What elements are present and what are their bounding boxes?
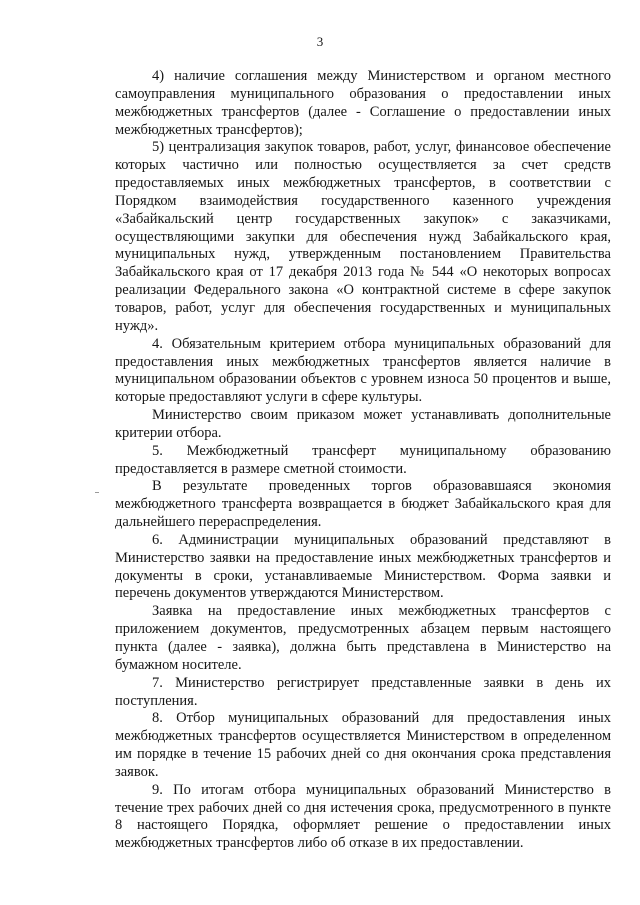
paragraph-point-5-transfer-size: 5. Межбюджетный трансферт муниципальному образованию предоставляется в размере сметной стоимости. [115, 442, 611, 477]
paragraph-item-5-procurement: 5) централизация закупок товаров, работ, услуг, финансовое обеспечение которых частично или полностью осуществляется за счет средств предоставляемых иных межбюджетных трансфертов, в соответствии с Порядком взаимодействия государственного казенного учреждения «Забайкальский центр государственных закупок» с заказчиками, осуществляющими закупки для обеспечения нужд Забайкальского края, муниципальных нужд, утвержденным постановлением Правительства Забайкальского края от 17 декабря 2013 года № 544 «О некоторых вопросах реализации Федерального закона «О контрактной системе в сфере закупок товаров, работ, услуг для обеспечения государственных и муниципальных нужд». [115, 139, 611, 334]
paragraph-point-9-decision: 9. По итогам отбора муниципальных образований Министерство в течение трех рабочих дней со дня истечения срока, предусмотренного в пункте 8 настоящего Порядка, оформляет решение о предоставлении иных межбюджетных трансфертов либо об отказе в их предоставлении. [115, 781, 611, 852]
paragraph-point-4-criterion: 4. Обязательным критерием отбора муниципальных образований для предоставления иных межбюджетных трансфертов является наличие в муниципальном образовании объектов с уровнем износа 50 процентов и выше, которые предоставляют услуги в сфере культуры. [115, 335, 611, 406]
paragraph-application-format: Заявка на предоставление иных межбюджетных трансфертов с приложением документов, предусмотренных абзацем первым настоящего пункта (далее - заявка), должна быть представлена в Министерство на бумажном носителе. [115, 603, 611, 673]
paragraph-point-8-selection: 8. Отбор муниципальных образований для предоставления иных межбюджетных трансфертов осуществляется Министерством в определенном им порядке в течение 15 рабочих дней со дня окончания срока представления заявок. [115, 710, 611, 780]
paragraph-savings-return: В результате проведенных торгов образовавшаяся экономия межбюджетного трансферта возвращается в бюджет Забайкальского края для дальнейшего перераспределения. [115, 478, 611, 531]
paragraph-additional-criteria: Министерство своим приказом может устанавливать дополнительные критерии отбора. [115, 407, 611, 441]
margin-mark [95, 492, 99, 493]
document-body [115, 68, 611, 853]
paragraph-point-6-applications: 6. Администрации муниципальных образований представляют в Министерство заявки на предоставление иных межбюджетных трансфертов и документы в сроки, устанавливаемые Министерством. Форма заявки и перечень документов утверждаются Министерством. [115, 531, 611, 602]
paragraph-point-7-registration: 7. Министерство регистрирует представленные заявки в день их поступления. [115, 674, 611, 709]
paragraph-item-4-agreement: 4) наличие соглашения между Министерством и органом местного самоуправления муниципального образования о предоставлении иных межбюджетных трансфертов (далее - Соглашение о предоставлении иных межбюджетных трансфертов); [115, 68, 611, 138]
page-number: 3 [316, 34, 324, 49]
